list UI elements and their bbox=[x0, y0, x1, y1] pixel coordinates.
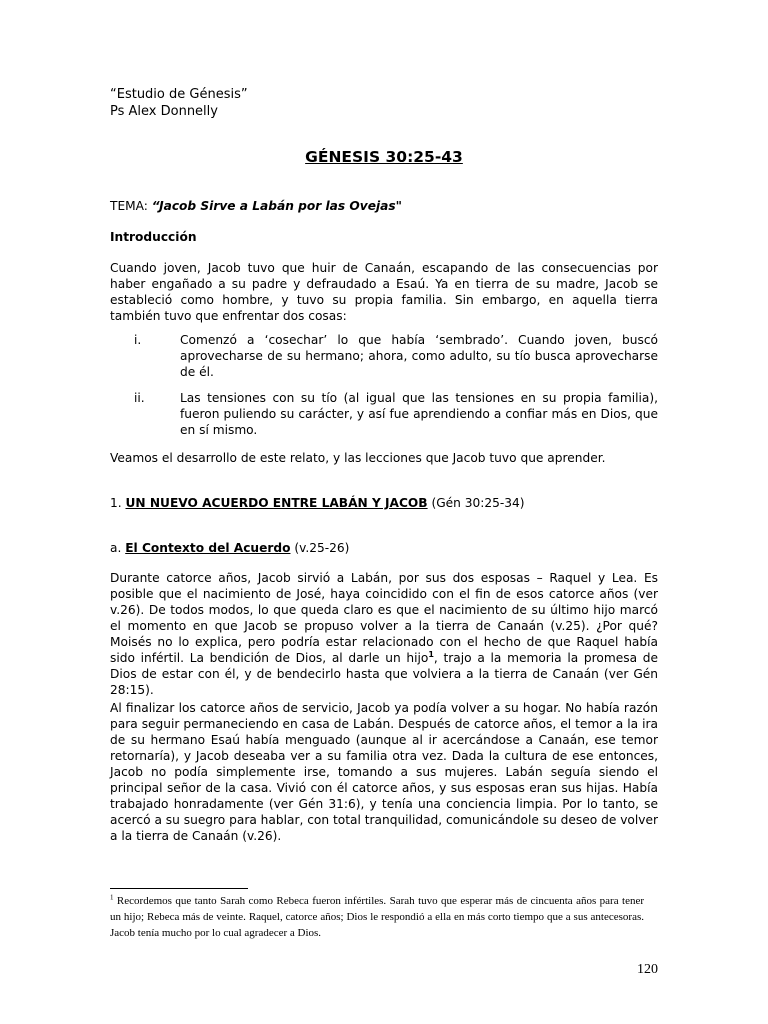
paragraph-text: Durante catorce años, Jacob sirvió a Labán, por sus dos esposas – Raquel y Lea. Es posible que el nacimiento de José, haya coincidido con el fin de esos catorce años (ver v.26). De todos modos, lo que queda claro es que el nacimiento de su último hijo marcó el momento en que Jacob se propuso volver a la tierra de Canaán (v.25). ¿Por qué? Moisés no lo explica, pero podría estar relacionado con el hecho de que Raquel había sido infértil. La bendición de Dios, al darle un hijo bbox=[110, 571, 658, 665]
document-page bbox=[110, 0, 658, 1024]
theme-label: TEMA: bbox=[110, 199, 152, 213]
theme-line bbox=[110, 198, 402, 214]
list-item-number: i. bbox=[134, 333, 142, 347]
body-paragraph bbox=[110, 570, 658, 698]
footnote-marker[interactable]: 1 bbox=[428, 649, 434, 659]
footnote-text: Recordemos que tanto Sarah como Rebeca fueron infértiles. Sarah tuvo que esperar más de cincuenta años para tener un hijo; Rebeca más de veinte. Raquel, catorce años; Dios le respondió a ella en más corto tiempo que a sus antecesoras. Jacob tenía mucho por lo cual agradecer a Dios. bbox=[110, 895, 644, 939]
footnote-number: 1 bbox=[110, 893, 114, 902]
subsection-title: El Contexto del Acuerdo bbox=[125, 541, 291, 555]
list-item-text: Las tensiones con su tío (al igual que las tensiones en su propia familia), fueron puliendo su carácter, y así fue aprendiendo a confiar más en Dios, que en sí mismo. bbox=[180, 391, 658, 437]
list-item-text: Comenzó a ‘cosechar’ lo que había ‘sembrado’. Cuando joven, buscó aprovecharse de su hermano; ahora, como adulto, su tío busca aprovecharse de él. bbox=[180, 333, 658, 379]
section-number: 1. bbox=[110, 496, 126, 510]
list-item-number: ii. bbox=[134, 391, 145, 405]
document-header bbox=[110, 86, 248, 120]
section-heading bbox=[110, 495, 525, 511]
author-name: Ps Alex Donnelly bbox=[110, 104, 218, 119]
footnote-separator bbox=[110, 888, 248, 889]
chapter-title: GÉNESIS 30:25-43 bbox=[305, 148, 463, 166]
page-number: 120 bbox=[637, 962, 658, 977]
section-reference: (Gén 30:25-34) bbox=[427, 496, 525, 510]
subsection-reference: (v.25-26) bbox=[290, 541, 350, 555]
section-title: UN NUEVO ACUERDO ENTRE LABÁN Y JACOB bbox=[125, 496, 428, 510]
paragraph-text: , trajo a la memoria la promesa de Dios de estar con él, y de bendecirlo hasta que volviera a la tierra de Canaán (ver Gén 28:15). bbox=[110, 651, 658, 697]
footnote bbox=[110, 893, 644, 941]
body-paragraph: Al finalizar los catorce años de servicio, Jacob ya podía volver a su hogar. No había razón para seguir permaneciendo en casa de Labán. Después de catorce años, el temor a la ira de su hermano Esaú había menguado (aunque al ir acercándose a Canaán, ese temor retornaría), y Jacob deseaba ver a su familia otra vez. Dada la cultura de ese entonces, Jacob no podía simplemente irse, tomando a sus mujeres. Labán seguía siendo el principal señor de la casa. Vivió con él catorce años, y sus esposas eran sus hijas. Había trabajado honradamente (ver Gén 31:6), y tenía una conciencia limpia. Por lo tanto, se acercó a su suegro para hablar, con total tranquilidad, comunicándole su deseo de volver a la tierra de Canaán (v.26). bbox=[110, 701, 658, 843]
intro-heading: Introducción bbox=[110, 230, 197, 244]
theme-text: “Jacob Sirve a Labán por las Ovejas" bbox=[151, 199, 402, 213]
series-title: “Estudio de Génesis” bbox=[110, 87, 248, 102]
intro-closing-paragraph: Veamos el desarrollo de este relato, y las lecciones que Jacob tuvo que aprender. bbox=[110, 451, 606, 465]
subsection-heading bbox=[110, 540, 349, 556]
subsection-letter: a. bbox=[110, 541, 126, 555]
intro-paragraph: Cuando joven, Jacob tuvo que huir de Canaán, escapando de las consecuencias por haber engañado a su padre y defraudado a Esaú. Ya en tierra de su madre, Jacob se estableció como hombre, y tuvo su propia familia. Sin embargo, en aquella tierra también tuvo que enfrentar dos cosas: bbox=[110, 261, 658, 323]
